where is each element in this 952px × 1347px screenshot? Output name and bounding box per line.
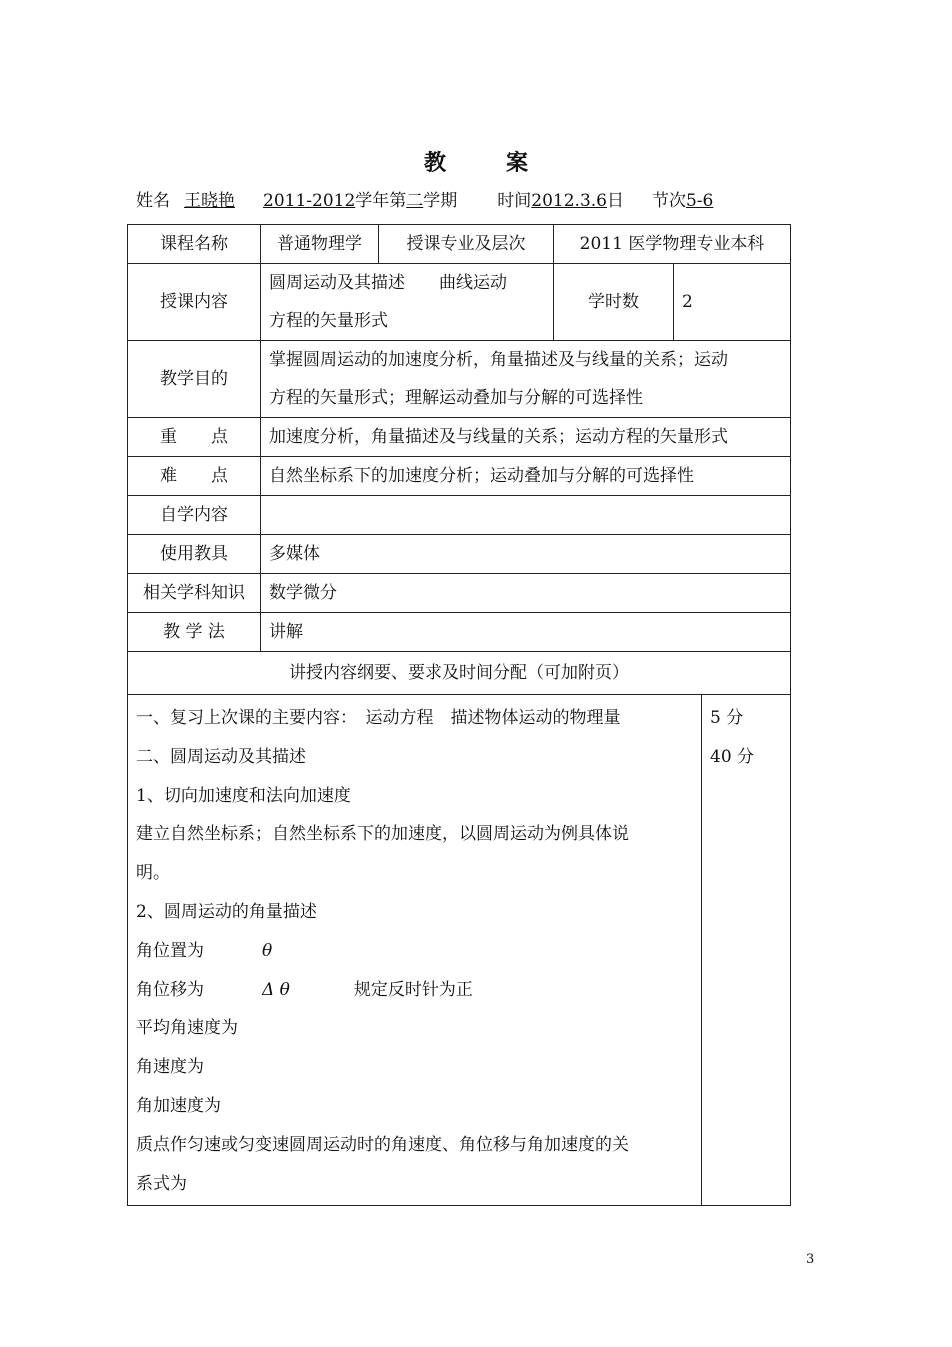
outline-line-angle-position <box>136 932 693 971</box>
selfstudy-value <box>261 496 791 535</box>
angle-position-symbol: θ <box>262 940 273 961</box>
outline-line-3: 1、切向加速度和法向加速度 <box>136 785 351 806</box>
selfstudy-label: 自学内容 <box>128 496 261 535</box>
outline-time <box>702 695 791 1206</box>
outline-header: 讲授内容纲要、要求及时间分配（可加附页） <box>128 652 791 695</box>
related-label: 相关学科知识 <box>128 574 261 613</box>
outline-line-4: 建立自然坐标系；自然坐标系下的加速度，以圆周运动为例具体说 <box>136 824 629 845</box>
major-label: 授课专业及层次 <box>379 225 554 264</box>
angle-displacement-label: 角位移为 <box>136 979 204 1000</box>
outline-line-10: 角速度为 <box>136 1057 204 1078</box>
name-label: 姓名 <box>136 191 170 211</box>
page-title <box>0 146 952 177</box>
outline-body <box>128 695 702 1206</box>
session-value: 5-6 <box>685 191 714 211</box>
row-course-name <box>128 225 791 264</box>
related-value: 数学微分 <box>261 574 791 613</box>
row-selfstudy <box>128 496 791 535</box>
goal-line-1: 掌握圆周运动的加速度分析，角量描述及与线量的关系；运动 <box>269 350 728 370</box>
page-number: 3 <box>806 1252 815 1267</box>
angle-position-label: 角位置为 <box>136 940 204 961</box>
angle-displacement-symbol: Δ θ <box>262 979 290 1000</box>
tools-value: 多媒体 <box>261 535 791 574</box>
outline-line-2: 二、圆周运动及其描述 <box>136 746 306 767</box>
hours-value: 2 <box>674 264 791 341</box>
name-value: 王晓艳 <box>184 191 235 211</box>
outline-line-9: 平均角速度为 <box>136 1018 238 1039</box>
goal-value <box>261 341 791 418</box>
title-char-1: 教 <box>423 151 446 176</box>
term-suffix: 学期 <box>423 191 458 211</box>
hours-label: 学时数 <box>554 264 674 341</box>
row-key <box>128 418 791 457</box>
key-label: 重 点 <box>128 418 261 457</box>
row-goal <box>128 341 791 418</box>
outline-line-12: 质点作匀速或匀变速圆周运动时的角速度、角位移与角加速度的关 <box>136 1134 629 1155</box>
goal-label: 教学目的 <box>128 341 261 418</box>
header-info <box>136 186 713 211</box>
content-value <box>261 264 554 341</box>
time-2: 40 分 <box>710 746 755 767</box>
outline-line-6: 2、圆周运动的角量描述 <box>136 901 317 922</box>
goal-line-2: 方程的矢量形式；理解运动叠加与分解的可选择性 <box>269 388 643 408</box>
major-value: 2011 医学物理专业本科 <box>554 225 791 264</box>
course-name-value: 普通物理学 <box>261 225 379 264</box>
row-tools <box>128 535 791 574</box>
method-label: 教 学 法 <box>128 613 261 652</box>
tools-label: 使用教具 <box>128 535 261 574</box>
row-outline-body <box>128 695 791 1206</box>
lesson-plan-table <box>127 224 791 1206</box>
course-name-label: 课程名称 <box>128 225 261 264</box>
outline-line-11: 角加速度为 <box>136 1095 221 1116</box>
content-line-2: 方程的矢量形式 <box>269 311 388 331</box>
content-label: 授课内容 <box>128 264 261 341</box>
time-1: 5 分 <box>710 708 744 728</box>
row-difficulty <box>128 457 791 496</box>
method-value: 讲解 <box>261 613 791 652</box>
outline-line-angle-displacement <box>136 971 693 1010</box>
outline-line-5: 明。 <box>136 863 170 884</box>
row-related <box>128 574 791 613</box>
angle-displacement-note: 规定反时针为正 <box>353 979 473 1000</box>
term-value: 二 <box>406 191 424 211</box>
title-char-2: 案 <box>506 151 529 176</box>
outline-line-13: 系式为 <box>136 1173 187 1194</box>
content-line-1: 圆周运动及其描述 曲线运动 <box>269 273 507 293</box>
year-value: 2011-2012 <box>263 191 356 211</box>
row-content <box>128 264 791 341</box>
time-suffix: 日 <box>606 191 624 211</box>
time-label: 时间 <box>497 191 532 211</box>
year-suffix: 学年第 <box>355 191 407 211</box>
time-value: 2012.3.6 <box>531 191 607 211</box>
key-value: 加速度分析，角量描述及与线量的关系；运动方程的矢量形式 <box>261 418 791 457</box>
row-outline-header <box>128 652 791 695</box>
difficulty-value: 自然坐标系下的加速度分析；运动叠加与分解的可选择性 <box>261 457 791 496</box>
difficulty-label: 难 点 <box>128 457 261 496</box>
outline-line-1: 一、复习上次课的主要内容： 运动方程 描述物体运动的物理量 <box>136 708 621 728</box>
row-method <box>128 613 791 652</box>
session-label: 节次 <box>651 191 686 211</box>
